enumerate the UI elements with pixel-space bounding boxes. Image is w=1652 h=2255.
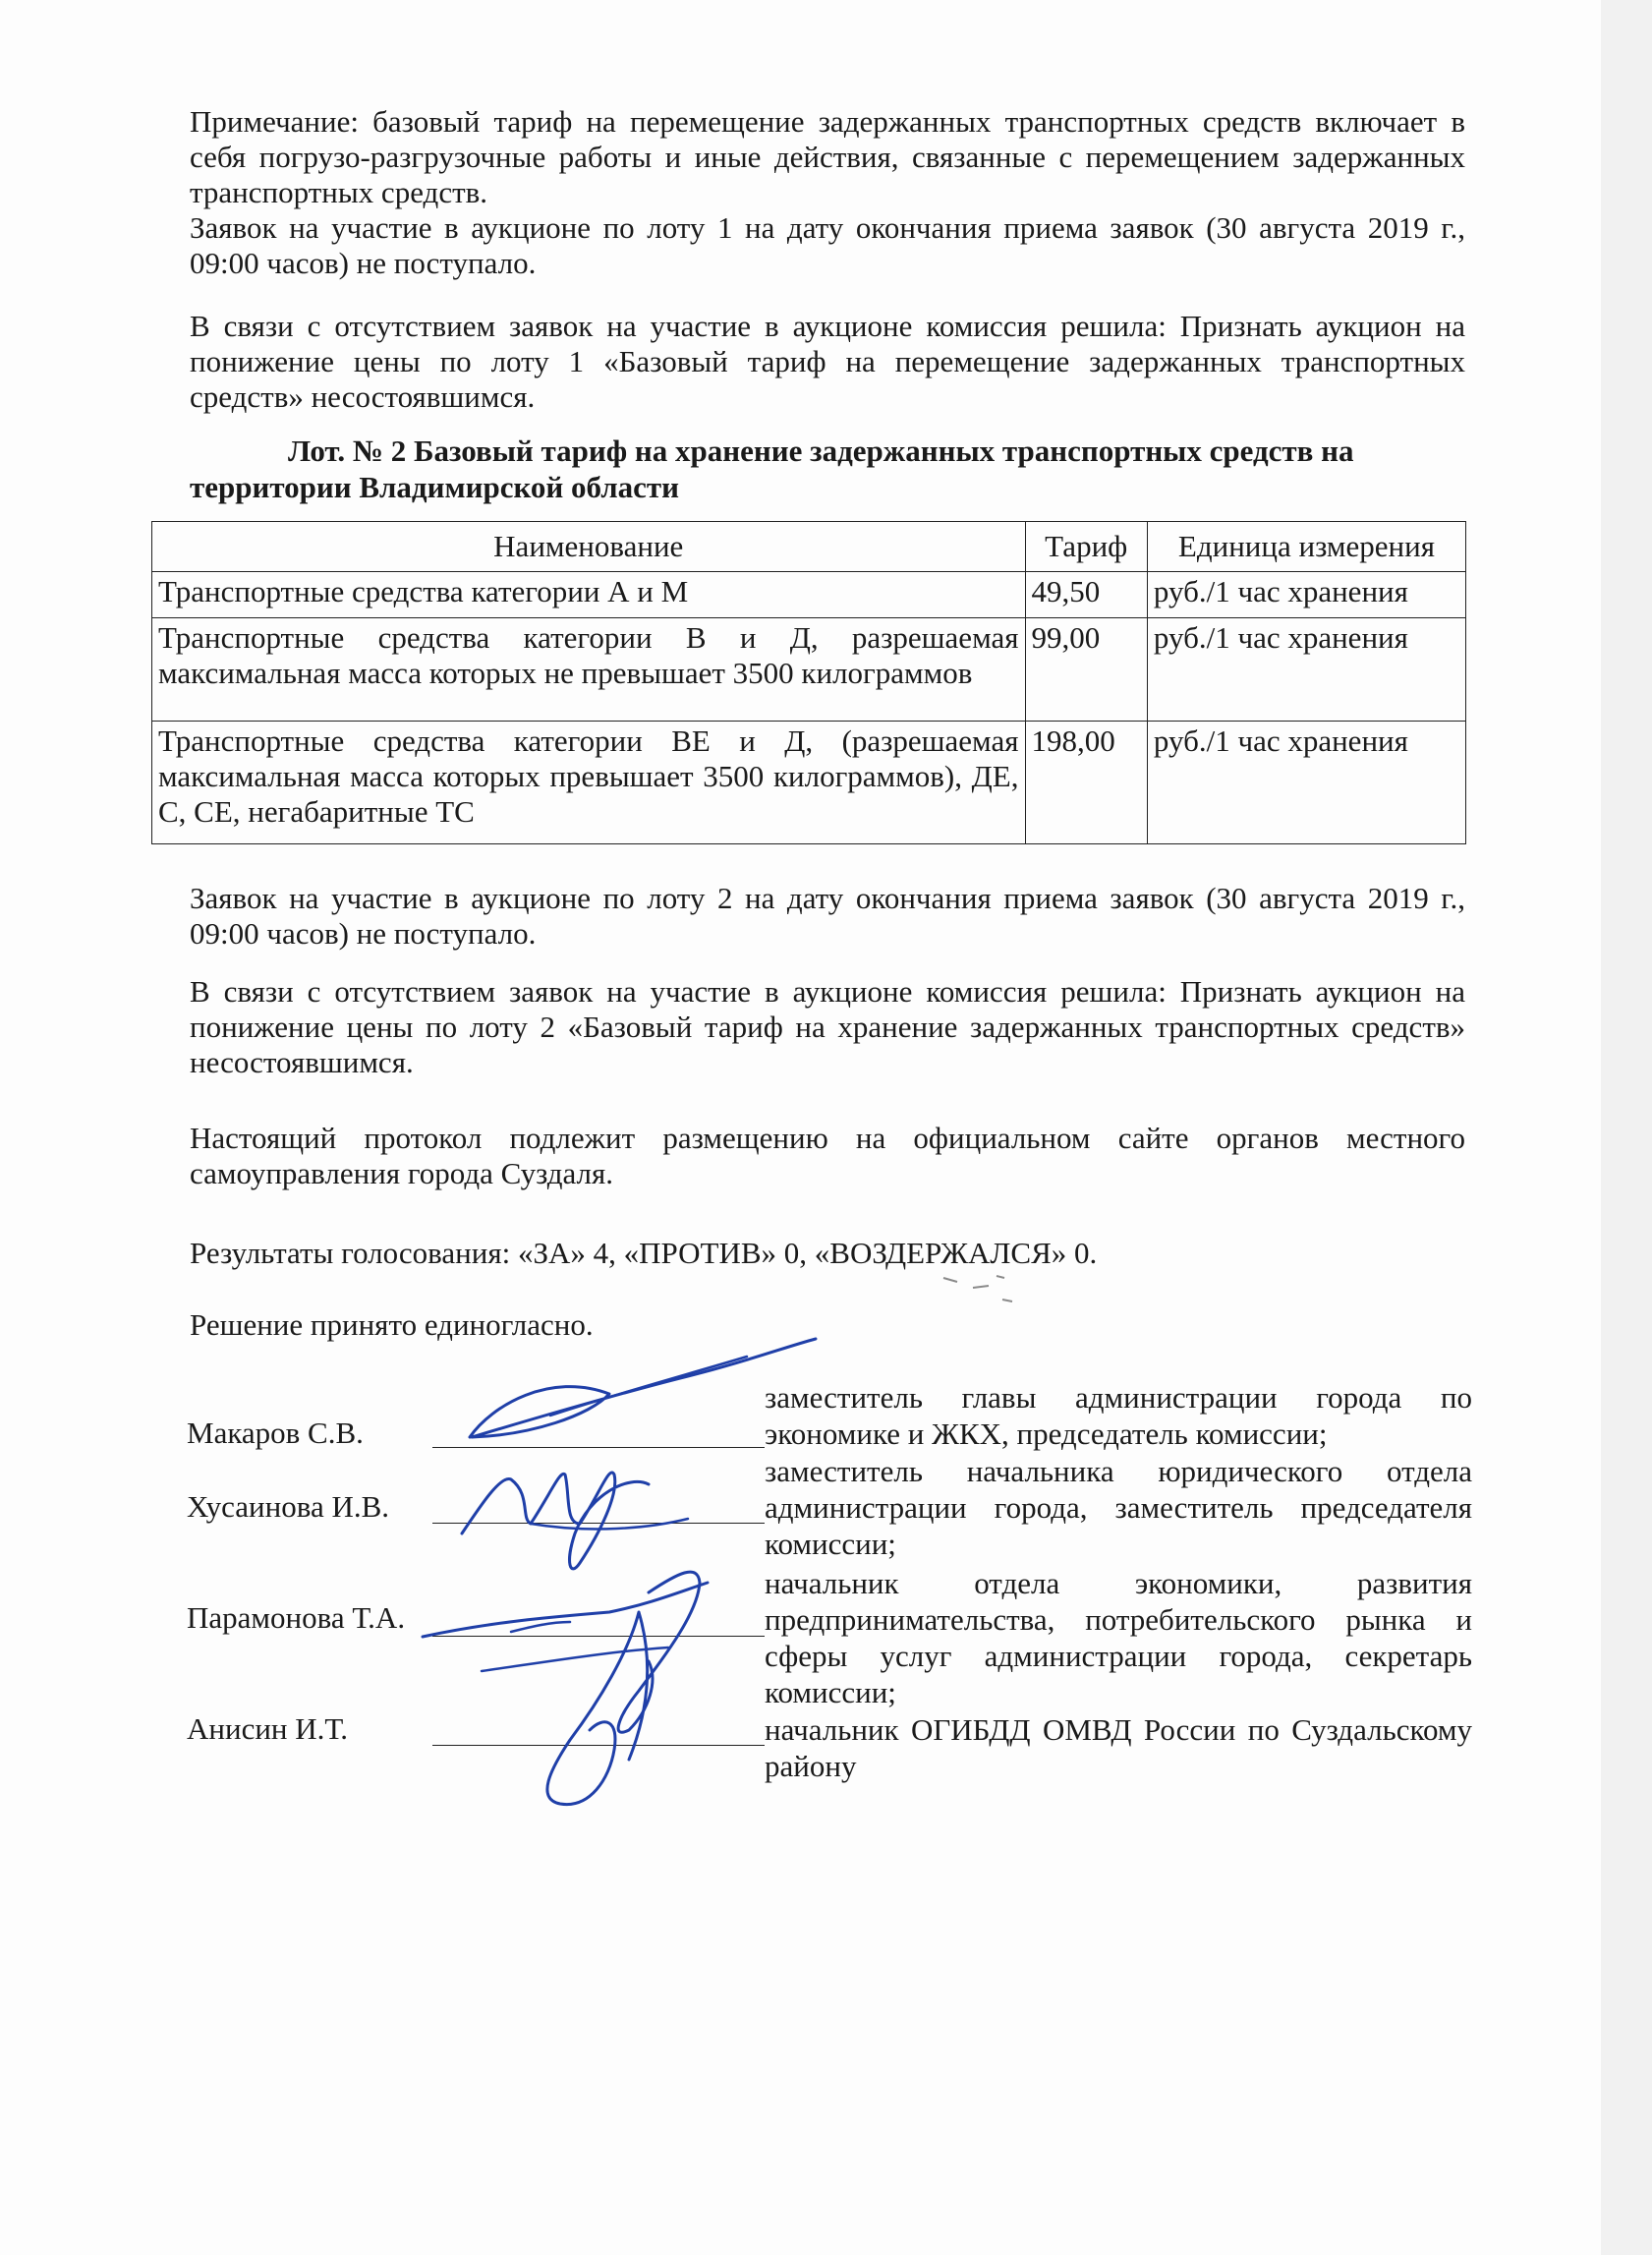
signatory-name: Хусаинова И.В. xyxy=(187,1489,390,1524)
row-tariff: 49,50 xyxy=(1025,572,1147,618)
signature-paramonova xyxy=(423,1572,708,1732)
row-unit: руб./1 час хранения xyxy=(1147,618,1465,722)
signature-khusainova xyxy=(462,1473,649,1569)
unanimous-decision: Решение принято единогласно. xyxy=(190,1307,594,1342)
lot2-applications-paragraph: Заявок на участие в аукционе по лоту 2 на дату окончания приема заявок (30 августа 2019 г., 09:00 часов) не поступало. xyxy=(190,881,1465,951)
scan-edge xyxy=(1601,0,1652,2255)
lot2-title: Лот. № 2 Базовый тариф на хранение задержанных транспортных средств на территории Владимирской области xyxy=(190,434,1354,504)
signature-line xyxy=(432,1447,765,1448)
row-unit: руб./1 час хранения xyxy=(1147,722,1465,844)
note-paragraph: Примечание: базовый тариф на перемещение задержанных транспортных средств включает в себя погрузо-разгрузочные работы и иные действия, связанные с перемещением задержанных транспортных средств. xyxy=(190,104,1465,209)
signature-line xyxy=(432,1745,765,1746)
signature-anisin xyxy=(547,1612,648,1805)
lot1-applications-paragraph: Заявок на участие в аукционе по лоту 1 на дату окончания приема заявок (30 августа 2019 г., 09:00 часов) не поступало. xyxy=(190,210,1465,280)
signatory-role: заместитель начальника юридического отдела администрации города, заместитель председателя комиссии; xyxy=(765,1454,1472,1561)
table-row xyxy=(152,618,1466,722)
signatory-name: Макаров С.В. xyxy=(187,1416,364,1450)
signatory-name: Анисин И.Т. xyxy=(187,1711,348,1746)
signature-line xyxy=(432,1636,765,1637)
scan-specks xyxy=(934,1268,1042,1317)
signatory-role: начальник отдела экономики, развития предпринимательства, потребительского рынка и сферы услуг администрации города, секретарь комиссии; xyxy=(765,1566,1472,1709)
signature-khusainova-tail xyxy=(531,1519,688,1529)
table-row xyxy=(152,572,1466,618)
lot1-decision-paragraph: В связи с отсутствием заявок на участие в аукционе комиссия решила: Признать аукцион на понижение цены по лоту 1 «Базовый тариф на перемещение задержанных транспортных средств» несостоявшимся. xyxy=(190,309,1465,414)
header-name: Наименование xyxy=(152,522,1026,572)
header-unit: Единица измерения xyxy=(1147,522,1465,572)
row-name: Транспортные средства категории В и Д, разрешаемая максимальная масса которых не превышает 3500 килограммов xyxy=(152,618,1026,722)
signature-makarov-stroke xyxy=(550,1357,747,1416)
signature-line xyxy=(432,1523,765,1524)
signature-anisin-flourish xyxy=(482,1622,668,1671)
publication-paragraph: Настоящий протокол подлежит размещению на официальном сайте органов местного самоуправления города Суздаля. xyxy=(190,1121,1465,1190)
row-tariff: 99,00 xyxy=(1025,618,1147,722)
signatory-role: заместитель главы администрации города по экономике и ЖКХ, председатель комиссии; xyxy=(765,1380,1472,1451)
row-name: Транспортные средства категории ВЕ и Д, (разрешаемая максимальная масса которых превышает 3500 килограммов), ДЕ, С, СЕ, негабаритные ТС xyxy=(152,722,1026,844)
tariff-table xyxy=(151,521,1466,844)
table-row xyxy=(152,722,1466,844)
row-unit: руб./1 час хранения xyxy=(1147,572,1465,618)
table-header-row xyxy=(152,522,1466,572)
lot2-decision-paragraph: В связи с отсутствием заявок на участие в аукционе комиссия решила: Признать аукцион на понижение цены по лоту 2 «Базовый тариф на хранение задержанных транспортных средств» несостоявшимся. xyxy=(190,974,1465,1079)
signatory-name: Парамонова Т.А. xyxy=(187,1600,406,1635)
row-name: Транспортные средства категории А и М xyxy=(152,572,1026,618)
voting-results: Результаты голосования: «ЗА» 4, «ПРОТИВ» 0, «ВОЗДЕРЖАЛСЯ» 0. xyxy=(190,1236,1098,1270)
header-tariff: Тариф xyxy=(1025,522,1147,572)
signatory-role: начальник ОГИБДД ОМВД России по Суздальскому району xyxy=(765,1712,1472,1783)
row-tariff: 198,00 xyxy=(1025,722,1147,844)
